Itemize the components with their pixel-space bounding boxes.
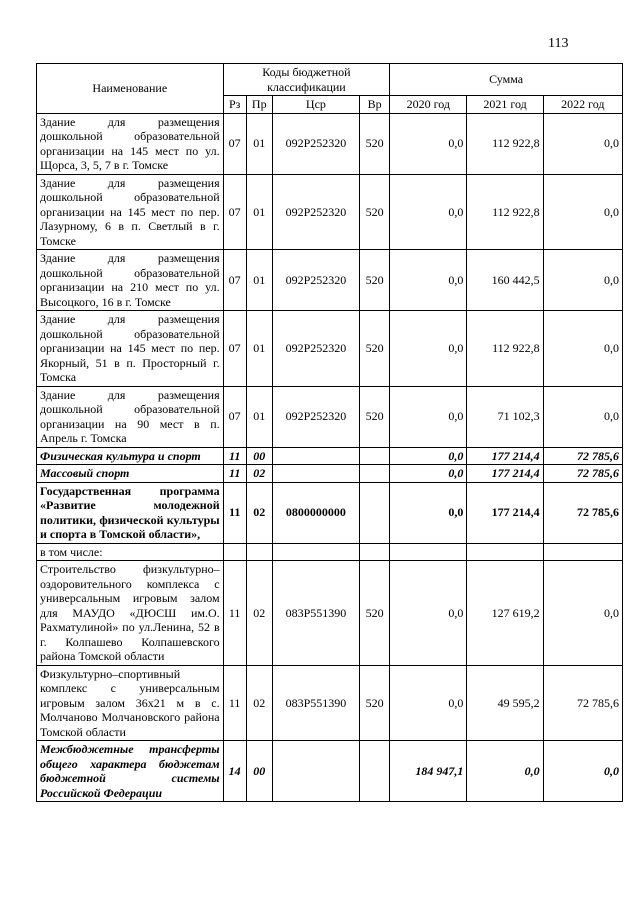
header-vr: Вр [360, 96, 390, 114]
cell-pr: 01 [246, 311, 272, 387]
cell-pr: 00 [246, 447, 272, 465]
header-name: Наименование [37, 64, 224, 114]
cell-csr: 092P252320 [272, 311, 359, 387]
header-2020: 2020 год [390, 96, 467, 114]
table-row [37, 174, 623, 250]
cell-pr: 02 [246, 665, 272, 741]
table-row [37, 250, 623, 311]
table-row [37, 447, 623, 465]
header-csr: Цср [272, 96, 359, 114]
page-number: 113 [548, 36, 569, 51]
cell-2021: 177 214,4 [467, 482, 543, 543]
cell-2021: 112 922,8 [467, 113, 543, 174]
cell-2022: 0,0 [543, 250, 622, 311]
cell-2020: 0,0 [390, 250, 467, 311]
cell-2022: 0,0 [543, 741, 622, 802]
cell-2022 [543, 543, 622, 561]
cell-2020: 0,0 [390, 482, 467, 543]
cell-pr: 01 [246, 113, 272, 174]
cell-2022: 0,0 [543, 113, 622, 174]
cell-2020: 184 947,1 [390, 741, 467, 802]
cell-name: в том числе: [37, 543, 224, 561]
cell-2021: 177 214,4 [467, 465, 543, 483]
cell-rz: 11 [223, 447, 246, 465]
cell-rz: 14 [223, 741, 246, 802]
header-2021: 2021 год [467, 96, 543, 114]
table-row [37, 465, 623, 483]
cell-2020: 0,0 [390, 561, 467, 666]
cell-vr: 520 [360, 386, 390, 447]
cell-2021: 112 922,8 [467, 174, 543, 250]
cell-csr: 092P252320 [272, 113, 359, 174]
cell-2020: 0,0 [390, 113, 467, 174]
cell-vr [360, 482, 390, 543]
cell-2021: 49 595,2 [467, 665, 543, 741]
cell-2021: 0,0 [467, 741, 543, 802]
cell-pr: 00 [246, 741, 272, 802]
header-sum: Сумма [390, 64, 623, 96]
header-pr: Пр [246, 96, 272, 114]
cell-pr: 02 [246, 465, 272, 483]
cell-2021 [467, 543, 543, 561]
cell-rz: 07 [223, 386, 246, 447]
cell-name: Здание для размещения дошкольной образовательной организации на 210 мест по ул. Высоцкого, 16 в г. Томске [37, 250, 224, 311]
cell-2021: 112 922,8 [467, 311, 543, 387]
cell-pr: 01 [246, 250, 272, 311]
cell-rz: 07 [223, 311, 246, 387]
table-row [37, 543, 623, 561]
table-row [37, 311, 623, 387]
cell-2021: 160 442,5 [467, 250, 543, 311]
cell-vr: 520 [360, 665, 390, 741]
cell-vr: 520 [360, 174, 390, 250]
cell-2020: 0,0 [390, 386, 467, 447]
cell-rz: 07 [223, 174, 246, 250]
header-row-top [37, 64, 623, 96]
cell-vr [360, 543, 390, 561]
cell-2021: 177 214,4 [467, 447, 543, 465]
cell-vr: 520 [360, 561, 390, 666]
cell-rz: 07 [223, 113, 246, 174]
table-row [37, 665, 623, 741]
table-row [37, 482, 623, 543]
cell-name: Государственная программа «Развитие молодежной политики, физической культуры и спорта в Томской области», [37, 482, 224, 543]
cell-name: Здание для размещения дошкольной образовательной организации на 145 мест по пер. Лазурному, 6 в п. Светлый в г. Томске [37, 174, 224, 250]
cell-csr [272, 465, 359, 483]
cell-rz: 11 [223, 465, 246, 483]
cell-vr: 520 [360, 250, 390, 311]
cell-csr: 092P252320 [272, 386, 359, 447]
budget-table [36, 63, 623, 802]
cell-csr [272, 447, 359, 465]
cell-2022: 72 785,6 [543, 665, 622, 741]
cell-csr: 092P252320 [272, 250, 359, 311]
cell-name: Физическая культура и спорт [37, 447, 224, 465]
table-row [37, 741, 623, 802]
cell-rz: 11 [223, 482, 246, 543]
cell-vr [360, 741, 390, 802]
cell-csr [272, 543, 359, 561]
cell-name: Здание для размещения дошкольной образовательной организации на 90 мест в п. Апрель г. Томска [37, 386, 224, 447]
header-codes: Коды бюджетной классификации [223, 64, 390, 96]
cell-name: Межбюджетные трансферты общего характера бюджетам бюджетной системы Российской Федерации [37, 741, 224, 802]
cell-2020: 0,0 [390, 465, 467, 483]
cell-2020: 0,0 [390, 447, 467, 465]
cell-2022: 0,0 [543, 561, 622, 666]
cell-rz: 11 [223, 561, 246, 666]
cell-2022: 72 785,6 [543, 447, 622, 465]
cell-pr: 01 [246, 386, 272, 447]
cell-2022: 0,0 [543, 174, 622, 250]
cell-name: Здание для размещения дошкольной образовательной организации на 145 мест по пер. Якорный, 51 в п. Просторный г. Томска [37, 311, 224, 387]
cell-pr [246, 543, 272, 561]
cell-2022: 72 785,6 [543, 465, 622, 483]
cell-vr [360, 465, 390, 483]
cell-csr: 083P551390 [272, 561, 359, 666]
cell-2022: 0,0 [543, 311, 622, 387]
header-rz: Рз [223, 96, 246, 114]
cell-name: Строительство физкультурно–оздоровительного комплекса с универсальным игровым залом для МАУДО «ДЮСШ им.О. Рахматулиной» по ул.Ленина, 52 в г. Колпашево Колпашевского района Томской области [37, 561, 224, 666]
cell-name: Массовый спорт [37, 465, 224, 483]
cell-csr [272, 741, 359, 802]
cell-2020: 0,0 [390, 174, 467, 250]
cell-2021: 127 619,2 [467, 561, 543, 666]
table-row [37, 561, 623, 666]
cell-csr: 083P551390 [272, 665, 359, 741]
cell-2022: 0,0 [543, 386, 622, 447]
cell-name: Здание для размещения дошкольной образовательной организации на 145 мест по ул. Щорса, 3, 5, 7 в г. Томске [37, 113, 224, 174]
cell-2020: 0,0 [390, 311, 467, 387]
cell-2022: 72 785,6 [543, 482, 622, 543]
cell-rz: 07 [223, 250, 246, 311]
cell-pr: 02 [246, 482, 272, 543]
cell-vr [360, 447, 390, 465]
cell-csr: 0800000000 [272, 482, 359, 543]
cell-pr: 01 [246, 174, 272, 250]
cell-csr: 092P252320 [272, 174, 359, 250]
cell-rz [223, 543, 246, 561]
cell-2020 [390, 543, 467, 561]
cell-name: Физкультурно–спортивный комплекс с универсальным игровым залом 36х21 м в с. Молчаново Молчановского района Томской области [37, 665, 224, 741]
cell-2021: 71 102,3 [467, 386, 543, 447]
table-body [37, 113, 623, 802]
cell-rz: 11 [223, 665, 246, 741]
table-row [37, 113, 623, 174]
table-row [37, 386, 623, 447]
cell-pr: 02 [246, 561, 272, 666]
cell-vr: 520 [360, 113, 390, 174]
cell-vr: 520 [360, 311, 390, 387]
header-2022: 2022 год [543, 96, 622, 114]
cell-2020: 0,0 [390, 665, 467, 741]
